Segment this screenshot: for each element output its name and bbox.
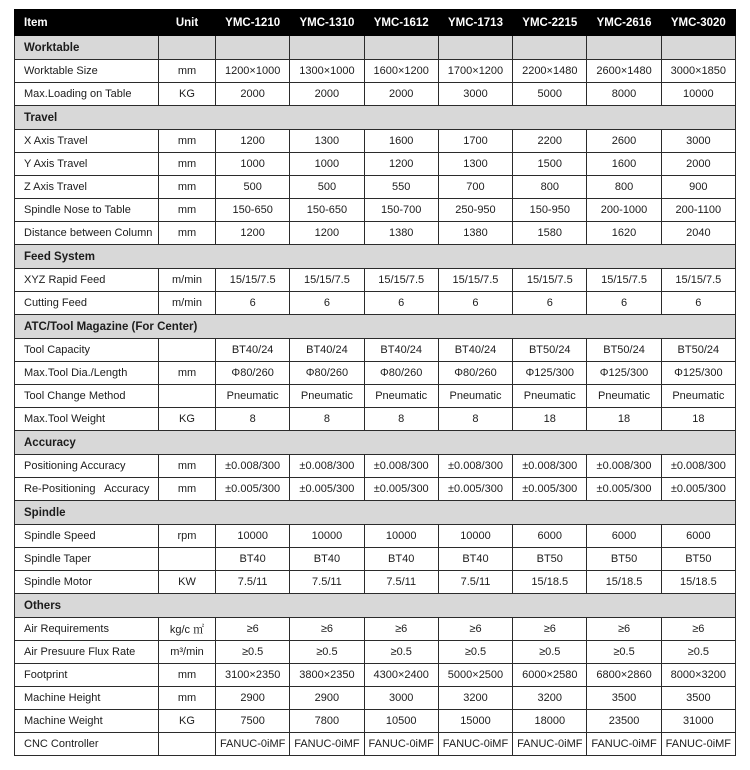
section-title: Others: [15, 594, 736, 618]
spec-value: 1200: [290, 222, 364, 245]
spec-value: ≥6: [513, 618, 587, 641]
spec-value: 200-1100: [661, 199, 735, 222]
spec-item-label: Footprint: [15, 664, 159, 687]
spec-value: 1380: [364, 222, 438, 245]
spec-unit: mm: [159, 222, 216, 245]
spec-unit: mm: [159, 176, 216, 199]
spec-unit: m/min: [159, 269, 216, 292]
spec-value: 8: [438, 408, 512, 431]
table-header-row: [15, 10, 736, 36]
spec-value: 3000: [364, 687, 438, 710]
spec-value: ±0.008/300: [587, 455, 661, 478]
section-empty-cell: [438, 36, 512, 60]
spec-value: Φ80/260: [364, 362, 438, 385]
spec-value: BT40: [216, 548, 290, 571]
spec-value: Pneumatic: [513, 385, 587, 408]
spec-value: ±0.005/300: [661, 478, 735, 501]
spec-unit: [159, 339, 216, 362]
spec-value: FANUC-0iMF: [364, 733, 438, 756]
spec-value: 1000: [290, 153, 364, 176]
spec-row-cutting-feed: [15, 292, 736, 315]
spec-value: 10000: [290, 525, 364, 548]
spec-value: ±0.008/300: [438, 455, 512, 478]
spec-value: 1600: [587, 153, 661, 176]
spec-row-tool-capacity: [15, 339, 736, 362]
spec-value: 1620: [587, 222, 661, 245]
spec-value: ±0.005/300: [364, 478, 438, 501]
spec-value: BT40/24: [438, 339, 512, 362]
spec-value: 15/18.5: [513, 571, 587, 594]
spec-unit: m³/min: [159, 641, 216, 664]
spec-unit: KW: [159, 571, 216, 594]
spec-value: BT40: [364, 548, 438, 571]
spec-value: 2900: [216, 687, 290, 710]
spec-value: FANUC-0iMF: [587, 733, 661, 756]
spec-row-footprint: [15, 664, 736, 687]
section-title: Accuracy: [15, 431, 736, 455]
spec-unit: [159, 548, 216, 571]
column-header-model: YMC-1713: [438, 10, 512, 36]
spec-row-max-loading-on-table: [15, 83, 736, 106]
spec-row-x-axis-travel: [15, 130, 736, 153]
spec-value: 6: [290, 292, 364, 315]
column-header-model: YMC-1210: [216, 10, 290, 36]
spec-value: 900: [661, 176, 735, 199]
spec-item-label: Tool Change Method: [15, 385, 159, 408]
spec-value: FANUC-0iMF: [438, 733, 512, 756]
spec-value: Pneumatic: [290, 385, 364, 408]
spec-value: ≥6: [438, 618, 512, 641]
section-empty-cell: [159, 36, 216, 60]
spec-item-label: Worktable Size: [15, 60, 159, 83]
spec-item-label: Max.Tool Dia./Length: [15, 362, 159, 385]
spec-value: 8: [364, 408, 438, 431]
spec-unit: mm: [159, 478, 216, 501]
spec-value: ±0.005/300: [513, 478, 587, 501]
spec-value: 15/18.5: [661, 571, 735, 594]
spec-value: 2900: [290, 687, 364, 710]
section-row-feed-system: [15, 245, 736, 269]
spec-value: FANUC-0iMF: [290, 733, 364, 756]
spec-value: 2200×1480: [513, 60, 587, 83]
spec-value: Φ125/300: [513, 362, 587, 385]
spec-value: 7.5/11: [290, 571, 364, 594]
spec-value: BT50: [513, 548, 587, 571]
column-header-model: YMC-1310: [290, 10, 364, 36]
spec-value: ≥6: [587, 618, 661, 641]
spec-value: 6: [513, 292, 587, 315]
column-header-model: YMC-2616: [587, 10, 661, 36]
spec-value: 3200: [438, 687, 512, 710]
spec-row-max-tool-weight: [15, 408, 736, 431]
spec-unit: KG: [159, 83, 216, 106]
spec-value: 23500: [587, 710, 661, 733]
spec-value: 150-950: [513, 199, 587, 222]
spec-value: 15/15/7.5: [290, 269, 364, 292]
spec-value: 1580: [513, 222, 587, 245]
spec-value: ≥0.5: [513, 641, 587, 664]
column-header-model: YMC-3020: [661, 10, 735, 36]
column-header-model: YMC-1612: [364, 10, 438, 36]
section-empty-cell: [216, 36, 290, 60]
spec-value: ±0.005/300: [438, 478, 512, 501]
spec-value: ±0.005/300: [587, 478, 661, 501]
spec-value: 18000: [513, 710, 587, 733]
spec-value: 1600×1200: [364, 60, 438, 83]
spec-unit: mm: [159, 455, 216, 478]
spec-value: ±0.008/300: [290, 455, 364, 478]
spec-value: BT50/24: [661, 339, 735, 362]
spec-row-distance-between-column: [15, 222, 736, 245]
spec-value: 4300×2400: [364, 664, 438, 687]
spec-row-max-tool-dia-length: [15, 362, 736, 385]
spec-value: 10000: [661, 83, 735, 106]
spec-value: 7.5/11: [364, 571, 438, 594]
section-title: Feed System: [15, 245, 736, 269]
spec-value: 6800×2860: [587, 664, 661, 687]
machine-spec-table: [14, 9, 736, 756]
spec-value: 1300: [290, 130, 364, 153]
spec-value: 1300×1000: [290, 60, 364, 83]
spec-value: 1700×1200: [438, 60, 512, 83]
spec-value: 3800×2350: [290, 664, 364, 687]
spec-item-label: Re-Positioning Accuracy: [15, 478, 159, 501]
section-title: Spindle: [15, 501, 736, 525]
spec-value: 8: [216, 408, 290, 431]
spec-row-y-axis-travel: [15, 153, 736, 176]
spec-value: ±0.005/300: [216, 478, 290, 501]
spec-row-spindle-speed: [15, 525, 736, 548]
spec-value: 7.5/11: [438, 571, 512, 594]
spec-value: 15/15/7.5: [513, 269, 587, 292]
spec-unit: mm: [159, 199, 216, 222]
spec-value: ≥0.5: [364, 641, 438, 664]
spec-value: ≥0.5: [587, 641, 661, 664]
spec-value: 6: [661, 292, 735, 315]
spec-item-label: Tool Capacity: [15, 339, 159, 362]
section-row-travel: [15, 106, 736, 130]
spec-value: 2000: [290, 83, 364, 106]
spec-item-label: CNC Controller: [15, 733, 159, 756]
spec-row-xyz-rapid-feed: [15, 269, 736, 292]
spec-value: 500: [290, 176, 364, 199]
spec-row-worktable-size: [15, 60, 736, 83]
spec-value: ±0.008/300: [661, 455, 735, 478]
spec-value: BT50/24: [587, 339, 661, 362]
spec-value: 6: [216, 292, 290, 315]
spec-value: ±0.008/300: [216, 455, 290, 478]
section-empty-cell: [661, 36, 735, 60]
spec-value: 15000: [438, 710, 512, 733]
spec-value: BT50: [661, 548, 735, 571]
spec-unit: mm: [159, 664, 216, 687]
spec-item-label: Machine Weight: [15, 710, 159, 733]
spec-unit: m/min: [159, 292, 216, 315]
spec-value: 6: [438, 292, 512, 315]
spec-value: 2000: [216, 83, 290, 106]
spec-value: ≥6: [364, 618, 438, 641]
spec-unit: mm: [159, 130, 216, 153]
spec-value: 10500: [364, 710, 438, 733]
spec-unit: mm: [159, 362, 216, 385]
spec-value: 6: [587, 292, 661, 315]
section-title: Travel: [15, 106, 736, 130]
section-empty-cell: [587, 36, 661, 60]
spec-value: 3500: [661, 687, 735, 710]
spec-value: 500: [216, 176, 290, 199]
spec-value: BT50/24: [513, 339, 587, 362]
spec-value: Pneumatic: [216, 385, 290, 408]
spec-value: 18: [513, 408, 587, 431]
spec-value: 1000: [216, 153, 290, 176]
spec-value: 6: [364, 292, 438, 315]
spec-value: 200-1000: [587, 199, 661, 222]
spec-unit: [159, 733, 216, 756]
section-empty-cell: [513, 36, 587, 60]
spec-value: ≥0.5: [290, 641, 364, 664]
section-row-atc-tool-magazine-for-center: [15, 315, 736, 339]
spec-value: 2600: [587, 130, 661, 153]
spec-value: Φ80/260: [216, 362, 290, 385]
spec-item-label: Positioning Accuracy: [15, 455, 159, 478]
spec-item-label: Spindle Taper: [15, 548, 159, 571]
spec-value: 18: [661, 408, 735, 431]
spec-value: 5000×2500: [438, 664, 512, 687]
spec-item-label: Distance between Column: [15, 222, 159, 245]
spec-row-tool-change-method: [15, 385, 736, 408]
spec-value: Pneumatic: [661, 385, 735, 408]
spec-value: 1380: [438, 222, 512, 245]
spec-value: 1200×1000: [216, 60, 290, 83]
section-row-accuracy: [15, 431, 736, 455]
spec-value: 2600×1480: [587, 60, 661, 83]
spec-row-positioning-accuracy: [15, 455, 736, 478]
column-header-unit: Unit: [159, 10, 216, 36]
section-empty-cell: [364, 36, 438, 60]
spec-unit: KG: [159, 408, 216, 431]
spec-item-label: Machine Height: [15, 687, 159, 710]
spec-value: BT40/24: [290, 339, 364, 362]
spec-unit: [159, 385, 216, 408]
spec-row-air-requirements: [15, 618, 736, 641]
spec-value: 8000×3200: [661, 664, 735, 687]
spec-value: 6000: [513, 525, 587, 548]
spec-value: 2000: [364, 83, 438, 106]
spec-value: 3000×1850: [661, 60, 735, 83]
spec-value: 1200: [216, 130, 290, 153]
spec-value: Pneumatic: [364, 385, 438, 408]
spec-value: ≥6: [661, 618, 735, 641]
spec-value: ±0.008/300: [513, 455, 587, 478]
spec-value: ±0.005/300: [290, 478, 364, 501]
spec-row-spindle-nose-to-table: [15, 199, 736, 222]
section-row-spindle: [15, 501, 736, 525]
spec-unit: rpm: [159, 525, 216, 548]
spec-value: BT40/24: [364, 339, 438, 362]
spec-value: Φ80/260: [290, 362, 364, 385]
spec-row-machine-height: [15, 687, 736, 710]
section-title: ATC/Tool Magazine (For Center): [15, 315, 736, 339]
spec-value: 8000: [587, 83, 661, 106]
spec-unit: mm: [159, 153, 216, 176]
spec-value: 10000: [364, 525, 438, 548]
spec-value: ≥0.5: [661, 641, 735, 664]
spec-value: 10000: [438, 525, 512, 548]
spec-item-label: XYZ Rapid Feed: [15, 269, 159, 292]
spec-row-cnc-controller: [15, 733, 736, 756]
spec-value: 2200: [513, 130, 587, 153]
spec-unit: mm: [159, 687, 216, 710]
spec-value: 1700: [438, 130, 512, 153]
spec-table-container: [14, 9, 736, 756]
section-row-worktable: [15, 36, 736, 60]
spec-item-label: Air Requirements: [15, 618, 159, 641]
spec-value: BT40: [290, 548, 364, 571]
spec-value: 800: [587, 176, 661, 199]
spec-value: 1200: [364, 153, 438, 176]
spec-value: ±0.008/300: [364, 455, 438, 478]
spec-item-label: Max.Loading on Table: [15, 83, 159, 106]
spec-value: 15/18.5: [587, 571, 661, 594]
spec-value: 3500: [587, 687, 661, 710]
spec-value: 2040: [661, 222, 735, 245]
column-header-model: YMC-2215: [513, 10, 587, 36]
spec-value: 3200: [513, 687, 587, 710]
spec-value: 700: [438, 176, 512, 199]
spec-value: 8: [290, 408, 364, 431]
spec-value: 150-650: [290, 199, 364, 222]
spec-item-label: Max.Tool Weight: [15, 408, 159, 431]
spec-value: 7.5/11: [216, 571, 290, 594]
spec-value: 15/15/7.5: [438, 269, 512, 292]
spec-value: 1200: [216, 222, 290, 245]
spec-value: ≥0.5: [438, 641, 512, 664]
spec-item-label: Y Axis Travel: [15, 153, 159, 176]
spec-item-label: X Axis Travel: [15, 130, 159, 153]
spec-item-label: Air Presuure Flux Rate: [15, 641, 159, 664]
spec-item-label: Z Axis Travel: [15, 176, 159, 199]
spec-value: 1500: [513, 153, 587, 176]
spec-value: Φ125/300: [587, 362, 661, 385]
spec-value: 15/15/7.5: [661, 269, 735, 292]
spec-value: ≥0.5: [216, 641, 290, 664]
spec-value: BT50: [587, 548, 661, 571]
spec-value: 15/15/7.5: [587, 269, 661, 292]
spec-value: 3100×2350: [216, 664, 290, 687]
column-header-item: Item: [15, 10, 159, 36]
spec-value: 1600: [364, 130, 438, 153]
spec-value: 2000: [661, 153, 735, 176]
spec-value: 1300: [438, 153, 512, 176]
spec-value: 6000×2580: [513, 664, 587, 687]
spec-value: 550: [364, 176, 438, 199]
spec-value: 6000: [587, 525, 661, 548]
spec-value: Φ80/260: [438, 362, 512, 385]
spec-row-spindle-taper: [15, 548, 736, 571]
spec-value: 6000: [661, 525, 735, 548]
spec-value: 250-950: [438, 199, 512, 222]
spec-item-label: Spindle Motor: [15, 571, 159, 594]
spec-value: 3000: [661, 130, 735, 153]
spec-row-air-presuure-flux-rate: [15, 641, 736, 664]
spec-value: 31000: [661, 710, 735, 733]
spec-value: 800: [513, 176, 587, 199]
spec-value: FANUC-0iMF: [661, 733, 735, 756]
spec-value: ≥6: [216, 618, 290, 641]
section-title: Worktable: [15, 36, 159, 60]
spec-value: Pneumatic: [438, 385, 512, 408]
spec-unit: mm: [159, 60, 216, 83]
spec-value: BT40: [438, 548, 512, 571]
spec-value: 15/15/7.5: [364, 269, 438, 292]
spec-value: 7500: [216, 710, 290, 733]
spec-item-label: Cutting Feed: [15, 292, 159, 315]
spec-value: 150-650: [216, 199, 290, 222]
section-row-others: [15, 594, 736, 618]
spec-value: 10000: [216, 525, 290, 548]
spec-value: 3000: [438, 83, 512, 106]
spec-unit: kg/c ㎡: [159, 618, 216, 641]
spec-value: ≥6: [290, 618, 364, 641]
spec-value: BT40/24: [216, 339, 290, 362]
spec-item-label: Spindle Nose to Table: [15, 199, 159, 222]
spec-value: Φ125/300: [661, 362, 735, 385]
section-empty-cell: [290, 36, 364, 60]
spec-value: Pneumatic: [587, 385, 661, 408]
spec-value: 7800: [290, 710, 364, 733]
spec-value: 15/15/7.5: [216, 269, 290, 292]
spec-row-machine-weight: [15, 710, 736, 733]
spec-value: FANUC-0iMF: [216, 733, 290, 756]
spec-value: 150-700: [364, 199, 438, 222]
spec-value: 18: [587, 408, 661, 431]
spec-value: 5000: [513, 83, 587, 106]
spec-row-re-positioning-accuracy: [15, 478, 736, 501]
spec-item-label: Spindle Speed: [15, 525, 159, 548]
spec-value: FANUC-0iMF: [513, 733, 587, 756]
spec-unit: KG: [159, 710, 216, 733]
spec-row-spindle-motor: [15, 571, 736, 594]
spec-row-z-axis-travel: [15, 176, 736, 199]
